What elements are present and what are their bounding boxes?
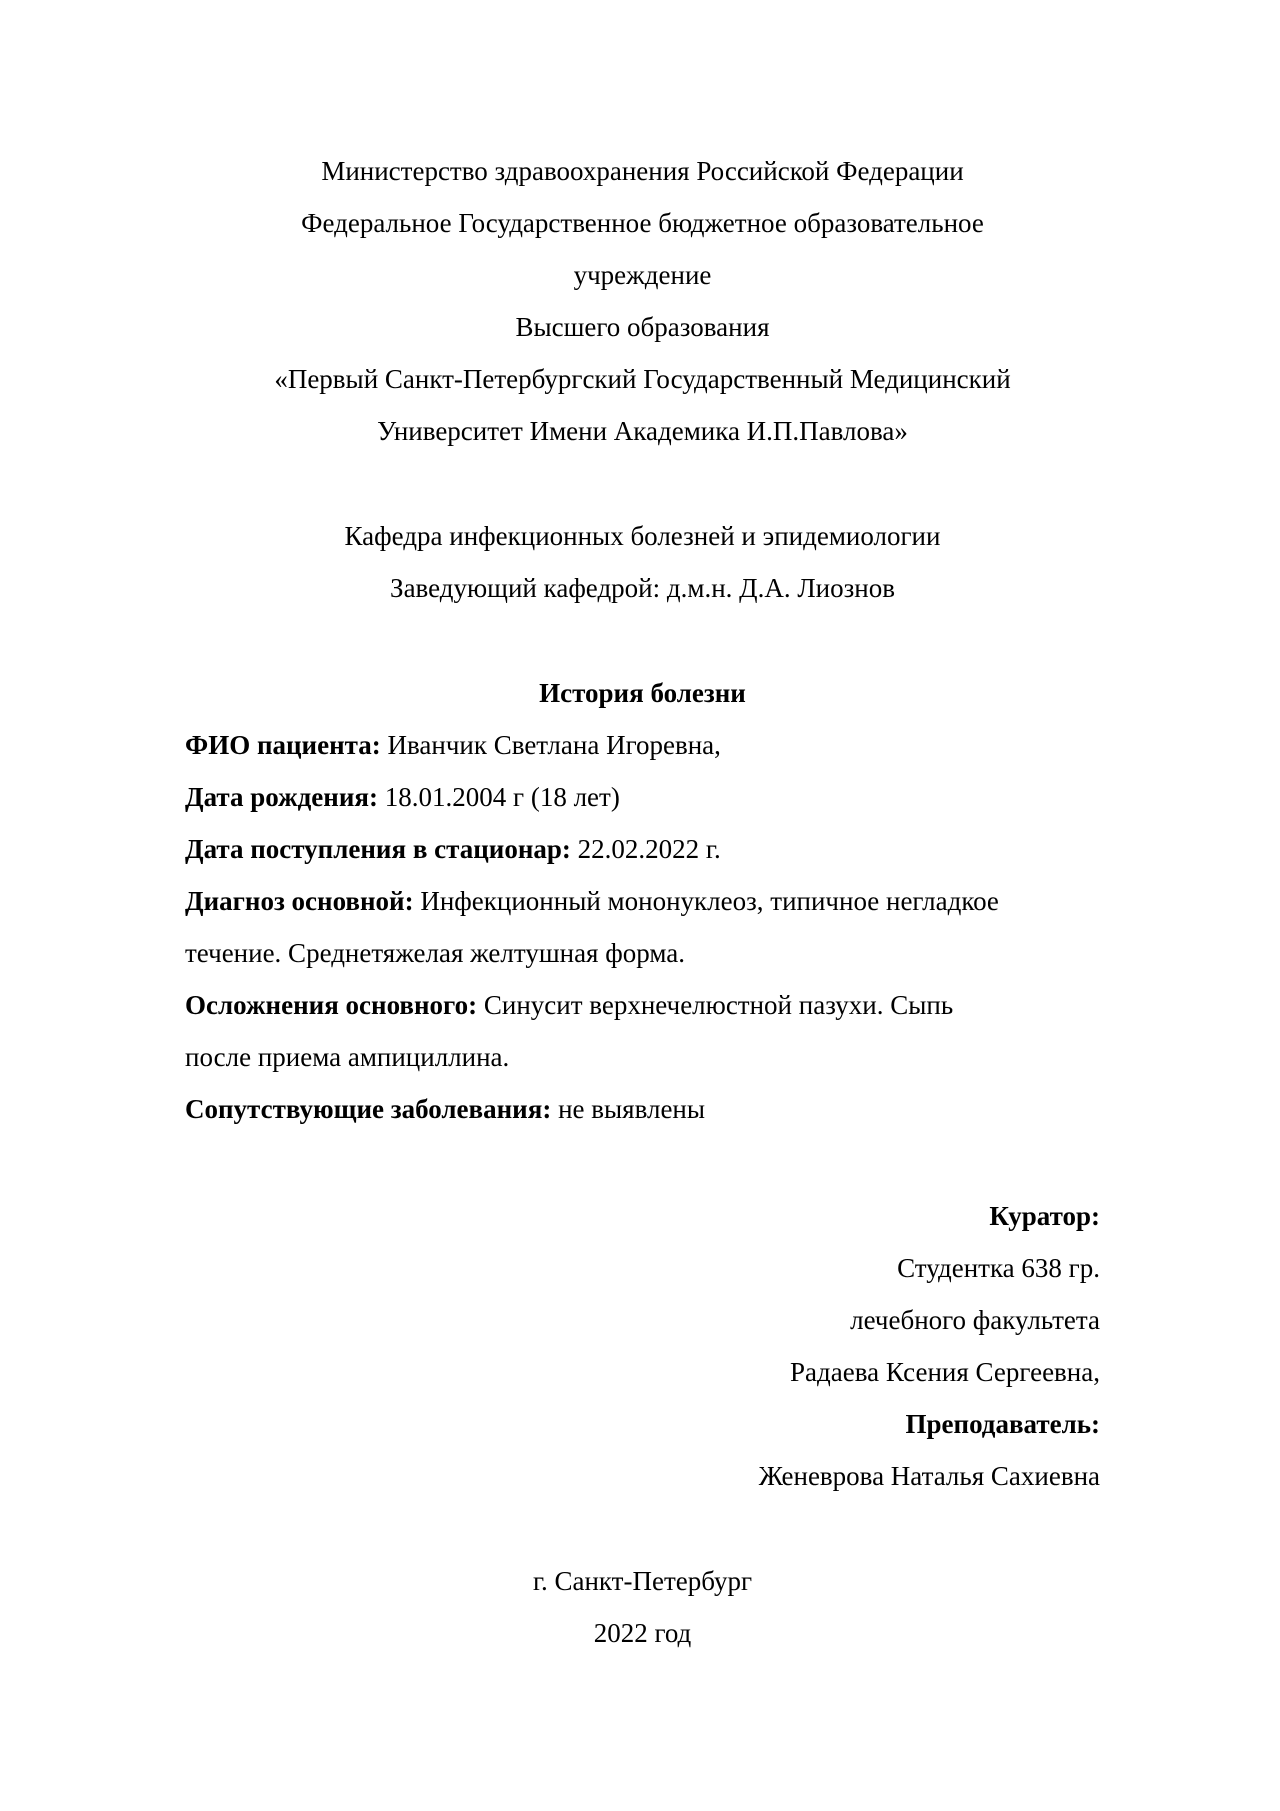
diagnosis-row <box>185 875 1100 927</box>
patient-name-label: ФИО пациента: <box>185 730 381 760</box>
admission-date-label: Дата поступления в стационар: <box>185 834 571 864</box>
patient-name-value: Иванчик Светлана Игоревна, <box>380 730 721 760</box>
ministry-line: Министерство здравоохранения Российской Федерации <box>321 156 964 186</box>
complications-row-cont: после приема ампициллина. <box>185 1042 510 1072</box>
diagnosis-value: Инфекционный мононуклеоз, типичное негладкое <box>413 886 999 916</box>
department-name: Кафедра инфекционных болезней и эпидемиологии <box>344 521 941 551</box>
university-name-line-cont: Университет Имени Академика И.П.Павлова» <box>377 416 908 446</box>
complications-value: Синусит верхнечелюстной пазухи. Сыпь <box>477 990 954 1020</box>
curator-faculty: лечебного факультета <box>850 1305 1100 1335</box>
patient-name-row <box>185 719 1100 771</box>
institution-header <box>185 145 1100 457</box>
footer-city: г. Санкт-Петербург <box>532 1566 753 1596</box>
curator-info <box>185 1190 1100 1502</box>
department-info <box>185 510 1100 614</box>
curator-label: Куратор: <box>989 1201 1100 1231</box>
admission-date-row <box>185 823 1100 875</box>
document-title: История болезни <box>539 678 746 708</box>
teacher-label: Преподаватель: <box>905 1409 1100 1439</box>
document-footer <box>185 1555 1100 1659</box>
education-level-line: Высшего образования <box>515 312 770 342</box>
birth-date-label: Дата рождения: <box>185 782 378 812</box>
footer-year: 2022 год <box>593 1618 692 1648</box>
comorbidities-label: Сопутствующие заболевания: <box>185 1094 552 1124</box>
admission-date-value: 22.02.2022 г. <box>570 834 721 864</box>
curator-name: Радаева Ксения Сергеевна, <box>790 1357 1100 1387</box>
medical-record <box>185 667 1100 1135</box>
curator-group: Студентка 638 гр. <box>897 1253 1100 1283</box>
diagnosis-row-cont: течение. Среднетяжелая желтушная форма. <box>185 938 685 968</box>
diagnosis-label: Диагноз основной: <box>185 886 414 916</box>
department-head: Заведующий кафедрой: д.м.н. Д.А. Лиознов <box>390 573 895 603</box>
complications-label: Осложнения основного: <box>185 990 478 1020</box>
birth-date-value: 18.01.2004 г (18 лет) <box>378 782 620 812</box>
institution-type-line-cont: учреждение <box>573 260 712 290</box>
complications-row <box>185 979 1100 1031</box>
teacher-name: Женеврова Наталья Сахиевна <box>758 1461 1100 1491</box>
comorbidities-row <box>185 1083 1100 1135</box>
institution-type-line: Федеральное Государственное бюджетное образовательное <box>301 208 984 238</box>
birth-date-row <box>185 771 1100 823</box>
university-name-line: «Первый Санкт-Петербургский Государственный Медицинский <box>274 364 1011 394</box>
comorbidities-value: не выявлены <box>551 1094 706 1124</box>
